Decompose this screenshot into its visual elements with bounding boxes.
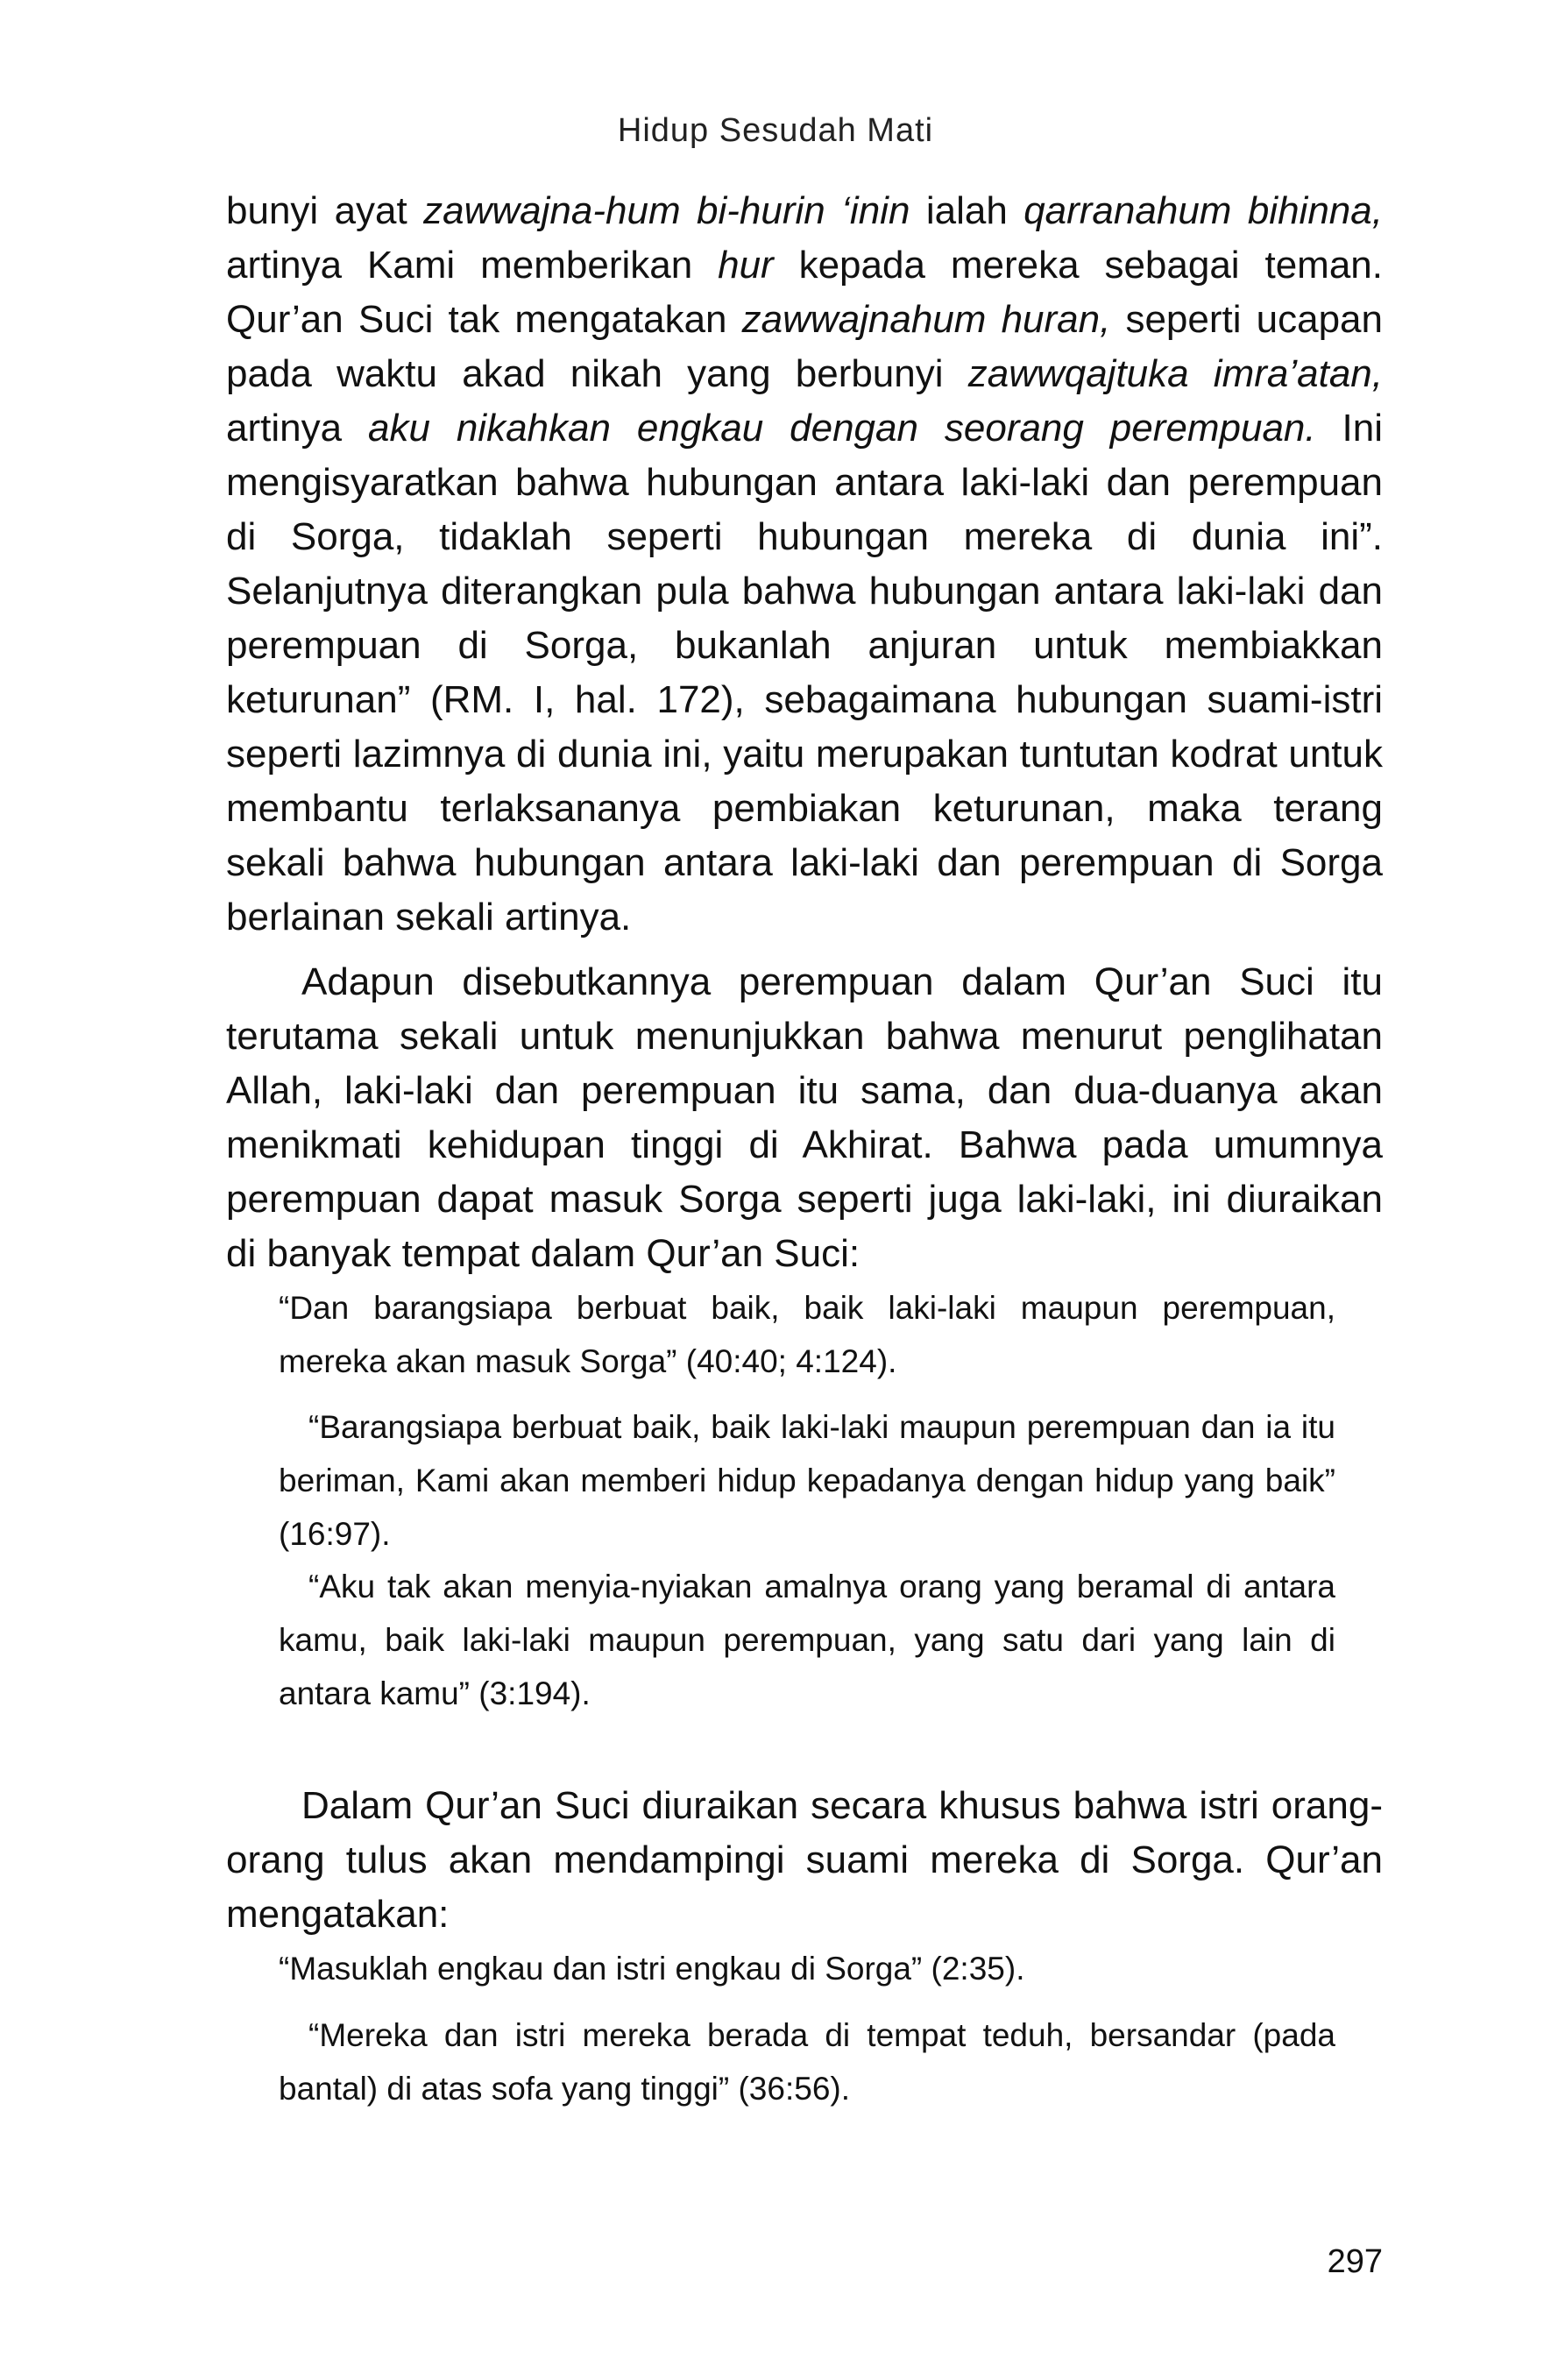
quote-block-2 — [279, 1400, 1335, 1561]
text-run: Ini mengisyaratkan bahwa hubungan antara laki-laki dan perempuan di Sorga, tidaklah seperti hubungan mereka di dunia ini”. Selanjutnya diterangkan pula bahwa hubungan antara laki-laki dan perempuan di Sorga, bukanlah anjuran untuk membiakkan keturunan” (RM. I, hal. 172), sebagaimana hubungan suami-istri seperti lazimnya di dunia ini, yaitu merupakan tuntutan kodrat untuk membantu terlaksananya pembiakan keturunan, maka terang sekali bahwa hubungan antara laki-laki dan perempuan di Sorga berlainan sekali artinya. — [226, 407, 1384, 939]
paragraph-1 — [226, 184, 1383, 945]
text-run: seperti ucapan pada waktu akad nikah yang berbunyi — [226, 298, 1383, 395]
paragraph-2-text: Adapun disebutkannya perempuan dalam Qur’an Suci itu terutama sekali untuk menunjukkan bahwa menurut penglihatan Allah, laki-laki dan perempuan itu sama, dan dua-duanya akan menikmati kehidupan tinggi di Akhirat. Bahwa pada umumnya perempuan dapat masuk Sorga seperti juga laki-laki, ini diuraikan di banyak tempat dalam Qur’an Suci: — [226, 960, 1383, 1275]
italic-term: hur — [718, 244, 774, 287]
quote-text: “Masuklah engkau dan istri engkau di Sorga” (2:35). — [279, 1951, 1025, 1987]
quote-text: “Dan barangsiapa berbuat baik, baik laki-laki maupun perempuan, mereka akan masuk Sorga” (40:40; 4:124). — [279, 1290, 1335, 1379]
quote-text: “Aku tak akan menyia-nyiakan amalnya orang yang beramal di antara kamu, baik laki-laki maupun perempuan, yang satu dari yang lain di antara kamu” (3:194). — [279, 1569, 1335, 1711]
text-run: artinya Kami memberikan — [226, 244, 719, 287]
quote-block-3 — [279, 1560, 1335, 1720]
quote-block-1 — [279, 1281, 1335, 1388]
text-run: ialah — [910, 189, 1024, 232]
page-number: 297 — [1327, 2243, 1383, 2280]
italic-term: aku nikahkan engkau dengan seorang perempuan. — [367, 407, 1316, 450]
quote-text: “Mereka dan istri mereka berada di tempat teduh, bersandar (pada bantal) di atas sofa yang tinggi” (36:56). — [279, 2017, 1335, 2107]
italic-term: zawwqajtuka imra’atan, — [967, 352, 1383, 395]
italic-term: zawwajna-hum bi-hurin ‘inin — [423, 189, 910, 232]
italic-term: zawwajnahum huran, — [741, 298, 1111, 341]
quote-block-5 — [279, 2008, 1335, 2115]
quote-text: “Barangsiapa berbuat baik, baik laki-laki maupun perempuan dan ia itu beriman, Kami akan memberi hidup kepadanya dengan hidup yang baik” (16:97). — [279, 1409, 1335, 1552]
running-header: Hidup Sesudah Mati — [617, 112, 934, 149]
quote-block-4 — [279, 1942, 1335, 1995]
text-run: bunyi ayat — [226, 189, 424, 232]
text-run: kepada mereka sebagai teman. Qur’an Suci tak mengatakan — [226, 244, 1383, 341]
paragraph-3 — [226, 1779, 1383, 1942]
italic-term: qarranahum bihinna, — [1023, 189, 1383, 232]
paragraph-2 — [226, 955, 1383, 1281]
paragraph-3-text: Dalam Qur’an Suci diuraikan secara khusus bahwa istri orang-orang tulus akan mendampingi suami mereka di Sorga. Qur’an mengatakan: — [226, 1784, 1383, 1936]
text-run: artinya — [226, 407, 368, 450]
